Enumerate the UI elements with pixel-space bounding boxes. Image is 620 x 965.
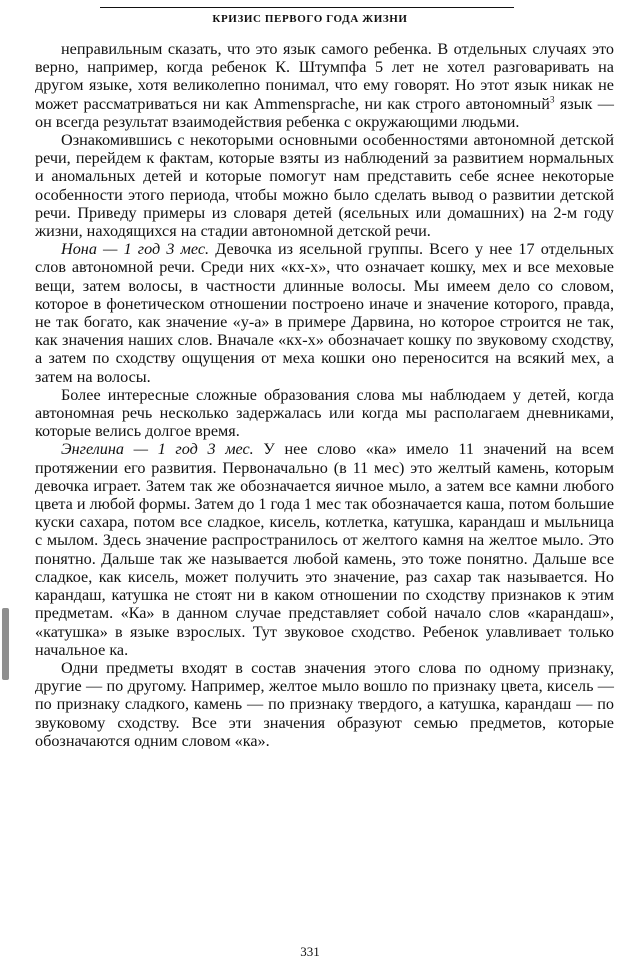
paragraph-5-lead: Энгелина — 1 год 3 мес. xyxy=(61,440,254,459)
paragraph-5-text: У нее слово «ка» имело 11 значений на всем протяжении его развития. Первоначально (в 11 мес) это желтый камень, которым девочка играет. Затем так же обозначается яичное мыло, а затем все камни любого цвета и любой формы. Затем до 1 года 1 мес так обозначается каша, потом большие куски сахара, потом все сладкое, кисель, котлетка, катушка, карандаш и мыльница с мылом. Здесь значение распространилось от желтого камня на желтое мыло. Это понятно. Дальше так же называется любой камень, это тоже понятно. Дальше все сладкое, как кисель, может получить это значение, раз сахар так называется. Но карандаш, катушка не стоят ни в каком отношении по сходству признаков к этим предметам. «Ка» в данном случае представляет собой начало слов «карандаш», «катушка» в языке взрослых. Тут звуковое сходство. Ребенок улавливает только начальное ка. xyxy=(35,440,614,659)
footnote-marker: 3 xyxy=(549,94,555,105)
paragraph-4-text: Более интересные сложные образования слова мы наблюдаем у детей, когда автономная речь несколько задержалась или когда мы располагаем дневниками, которые велись долгое время. xyxy=(35,385,614,441)
header-rule xyxy=(100,7,514,8)
paragraph-3-text: Девочка из ясельной группы. Всего у нее 17 отдельных слов автономной речи. Среди них «кх-х», что означает кошку, мех и все меховые вещи, затем волосы, в частности длинные волосы. Мы имеем дело со словом, которое в фонетическом отношении построено иначе и значение которого, правда, не так богато, как значение «у-а» в примере Дарвина, но которое строится не так, как значения наших слов. Вначале «кх-х» обозначает кошку по звуковому сходству, а затем по сходству ощущения от меха кошки оно переносится на всякий мех, а затем на волосы. xyxy=(35,240,614,386)
paragraph-2 xyxy=(35,131,614,240)
paragraph-6 xyxy=(35,659,614,750)
paragraph-2-text: Ознакомившись с некоторыми основными особенностями автономной детской речи, перейдем к фактам, которые взяты из наблюдений за развитием нормальных и аномальных детей и которые помогут нам представить себе яснее некоторые особенности этого периода, чтобы можно было сделать вывод о развитии детской речи. Приведу примеры из словаря детей (ясельных или домашних) на 2-м году жизни, находящихся на стадии автономной детской речи. xyxy=(35,131,614,241)
page-number: 331 xyxy=(300,944,320,959)
paragraph-6-text: Одни предметы входят в состав значения этого слова по одному признаку, другие — по другому. Например, желтое мыло вошло по признаку цвета, кисель — по признаку сладкого, камень — по признаку твердого, а катушка, карандаш — по звуковому сходству. Все эти значения образуют семью предметов, которые обозначаются одним словом «ка». xyxy=(35,658,614,750)
paragraph-1 xyxy=(35,40,614,131)
paragraph-4 xyxy=(35,386,614,441)
running-header: КРИЗИС ПЕРВОГО ГОДА ЖИЗНИ xyxy=(212,13,408,25)
paragraph-3-lead: Нона — 1 год 3 мес. xyxy=(61,240,210,259)
scan-margin-mark xyxy=(2,608,9,680)
body-text xyxy=(35,40,614,750)
paragraph-1-tail: язык — он всегда результат взаимодействия ребенка с окружающими людьми. xyxy=(35,94,614,131)
paragraph-1-text: неправильным сказать, что это язык самого ребенка. В отдельных случаях это верно, например, когда ребенок К. Штумпфа 5 лет не хотел разговаривать на другом языке, хотя великолепно понимал, что ему говорят. Но этот язык никак не может рассматриваться ни как Ammensprache, ни как строго автономный xyxy=(35,40,614,113)
paragraph-5 xyxy=(35,440,614,658)
paragraph-3 xyxy=(35,240,614,386)
